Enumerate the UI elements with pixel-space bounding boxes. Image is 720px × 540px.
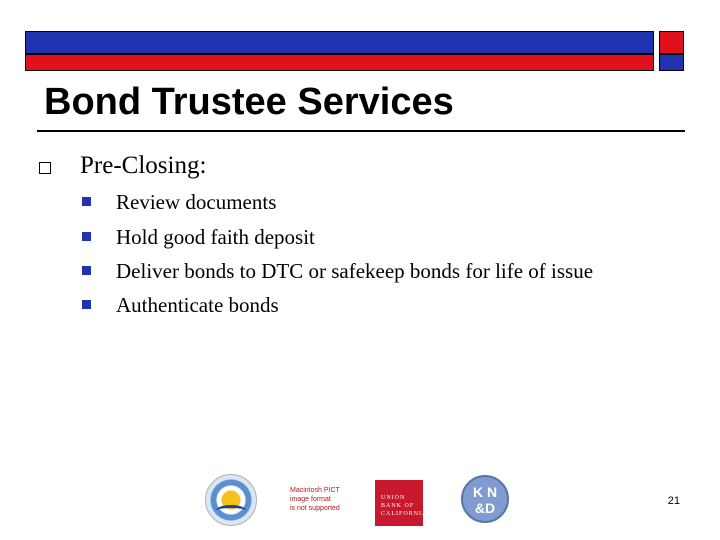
bank-logo-line: UNION: [381, 495, 406, 501]
header-square-red: [659, 31, 684, 54]
square-bullet-icon: [82, 300, 91, 309]
square-bullet-icon: [82, 197, 91, 206]
slide-title: Bond Trustee Services: [44, 81, 454, 123]
square-bullet-icon: [82, 266, 91, 275]
unsupported-image-placeholder: [290, 486, 350, 520]
seal-logo-icon: [205, 474, 257, 526]
knd-logo: [461, 475, 509, 523]
list-item: [80, 185, 700, 219]
header-bar-red: [25, 54, 654, 71]
list-item-text: Deliver bonds to DTC or safekeep bonds for life of issue: [116, 259, 594, 283]
knd-logo-line: K N: [472, 484, 498, 500]
placeholder-line: Macintosh PICT: [290, 487, 340, 494]
section-heading: Pre-Closing:: [80, 152, 207, 179]
header-bar-blue: [25, 31, 654, 54]
list-item: [80, 288, 700, 322]
bank-logo-line: BANK OF: [381, 503, 415, 509]
placeholder-line: is not supported: [290, 505, 340, 512]
title-underline: [37, 130, 685, 132]
page-number: 21: [667, 495, 680, 507]
knd-logo-line: &D: [474, 500, 496, 516]
hollow-square-bullet-icon: [39, 162, 51, 174]
list-item-text: Hold good faith deposit: [116, 225, 315, 249]
square-bullet-icon: [82, 232, 91, 241]
bank-logo: [375, 480, 428, 526]
waves-icon: [216, 505, 246, 516]
list-item-text: Authenticate bonds: [116, 293, 279, 317]
bank-logo-line: CALIFORNIA: [381, 511, 428, 517]
header-square-blue: [659, 54, 684, 71]
list-item: [80, 254, 700, 288]
list-item-text: Review documents: [116, 190, 277, 214]
placeholder-line: image format: [290, 496, 331, 503]
list-item: [80, 220, 700, 254]
